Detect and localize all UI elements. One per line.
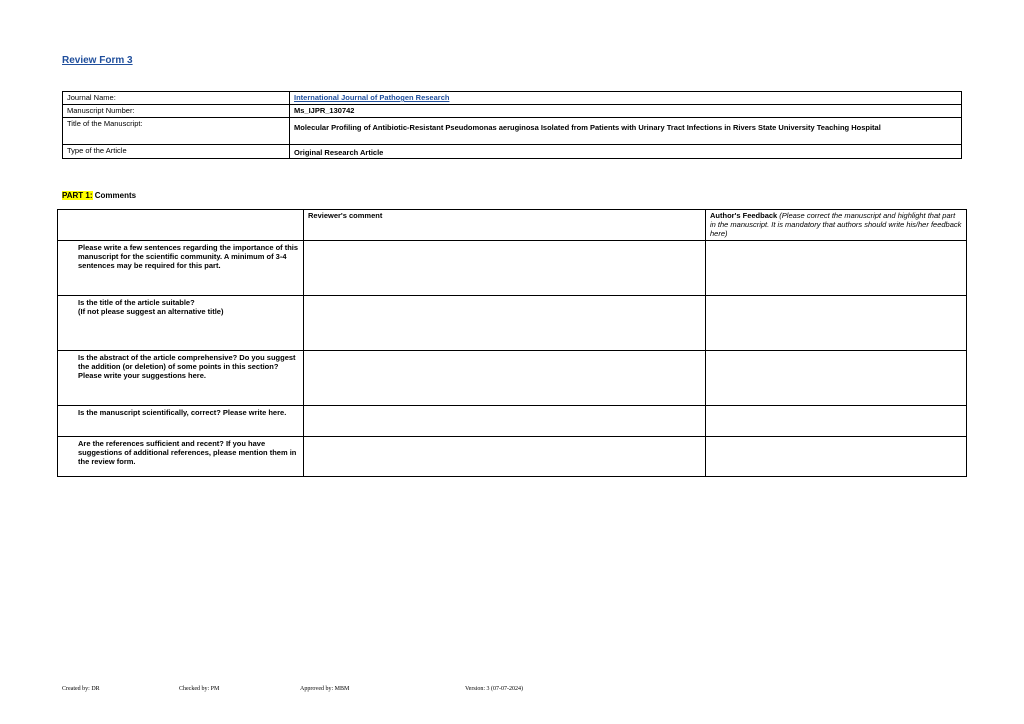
question-scientific: Is the manuscript scientifically, correct? Please write here. [58, 406, 304, 437]
question-row [58, 351, 967, 406]
article-type-row [63, 145, 962, 159]
author-feedback-title: Author's Feedback [710, 211, 778, 220]
article-type-label: Type of the Article [63, 145, 290, 159]
comments-header-row [58, 210, 967, 241]
question-importance: Please write a few sentences regarding the importance of this manuscript for the scientific community. A minimum of 3-4 sentences may be required for this part. [58, 241, 304, 296]
part1-label: Comments [92, 191, 137, 200]
footer-version: Version: 3 (07-07-2024) [465, 686, 523, 692]
reviewer-comment-cell[interactable] [304, 296, 706, 351]
article-type-value: Original Research Article [290, 145, 962, 159]
reviewer-comment-cell[interactable] [304, 406, 706, 437]
manuscript-title-row [63, 118, 962, 145]
manuscript-number-label: Manuscript Number: [63, 105, 290, 118]
author-feedback-header [706, 210, 967, 241]
reviewer-comment-cell[interactable] [304, 351, 706, 406]
question-row [58, 406, 967, 437]
author-feedback-note: (Please correct the manuscript and highlight that part in the manuscript. It is mandatory that authors should write his/her feedback here) [710, 211, 962, 238]
manuscript-number-row [63, 105, 962, 118]
question-row [58, 437, 967, 477]
footer-checked-by: Checked by: PM [179, 686, 220, 692]
journal-row [63, 92, 962, 105]
manuscript-title-label: Title of the Manuscript: [63, 118, 290, 145]
author-feedback-cell[interactable] [706, 437, 967, 477]
form-title[interactable]: Review Form 3 [62, 55, 133, 66]
reviewer-comment-header: Reviewer's comment [304, 210, 706, 241]
comments-table [57, 209, 967, 477]
question-references: Are the references sufficient and recent? If you have suggestions of additional references, please mention them in the review form. [58, 437, 304, 477]
footer-created-by: Created by: DR [62, 686, 100, 692]
author-feedback-cell[interactable] [706, 406, 967, 437]
author-feedback-cell[interactable] [706, 351, 967, 406]
question-row [58, 241, 967, 296]
journal-link[interactable]: International Journal of Pathogen Research [294, 93, 450, 102]
question-header-cell [58, 210, 304, 241]
author-feedback-cell[interactable] [706, 296, 967, 351]
footer-approved-by: Approved by: MBM [300, 686, 350, 692]
reviewer-comment-cell[interactable] [304, 241, 706, 296]
manuscript-title-value: Molecular Profiling of Antibiotic-Resistant Pseudomonas aeruginosa Isolated from Patients with Urinary Tract Infections in Rivers State University Teaching Hospital [290, 118, 962, 145]
journal-label: Journal Name: [63, 92, 290, 105]
question-abstract: Is the abstract of the article comprehensive? Do you suggest the addition (or deletion) of some points in this section? Please write your suggestions here. [58, 351, 304, 406]
part1-heading [62, 191, 136, 200]
author-feedback-cell[interactable] [706, 241, 967, 296]
manuscript-number-value: Ms_IJPR_130742 [290, 105, 962, 118]
journal-value [290, 92, 962, 105]
reviewer-comment-cell[interactable] [304, 437, 706, 477]
question-row [58, 296, 967, 351]
question-title: Is the title of the article suitable? (If not please suggest an alternative title) [58, 296, 304, 351]
part1-highlight: PART 1: [62, 191, 93, 200]
manuscript-info-table [62, 91, 962, 159]
